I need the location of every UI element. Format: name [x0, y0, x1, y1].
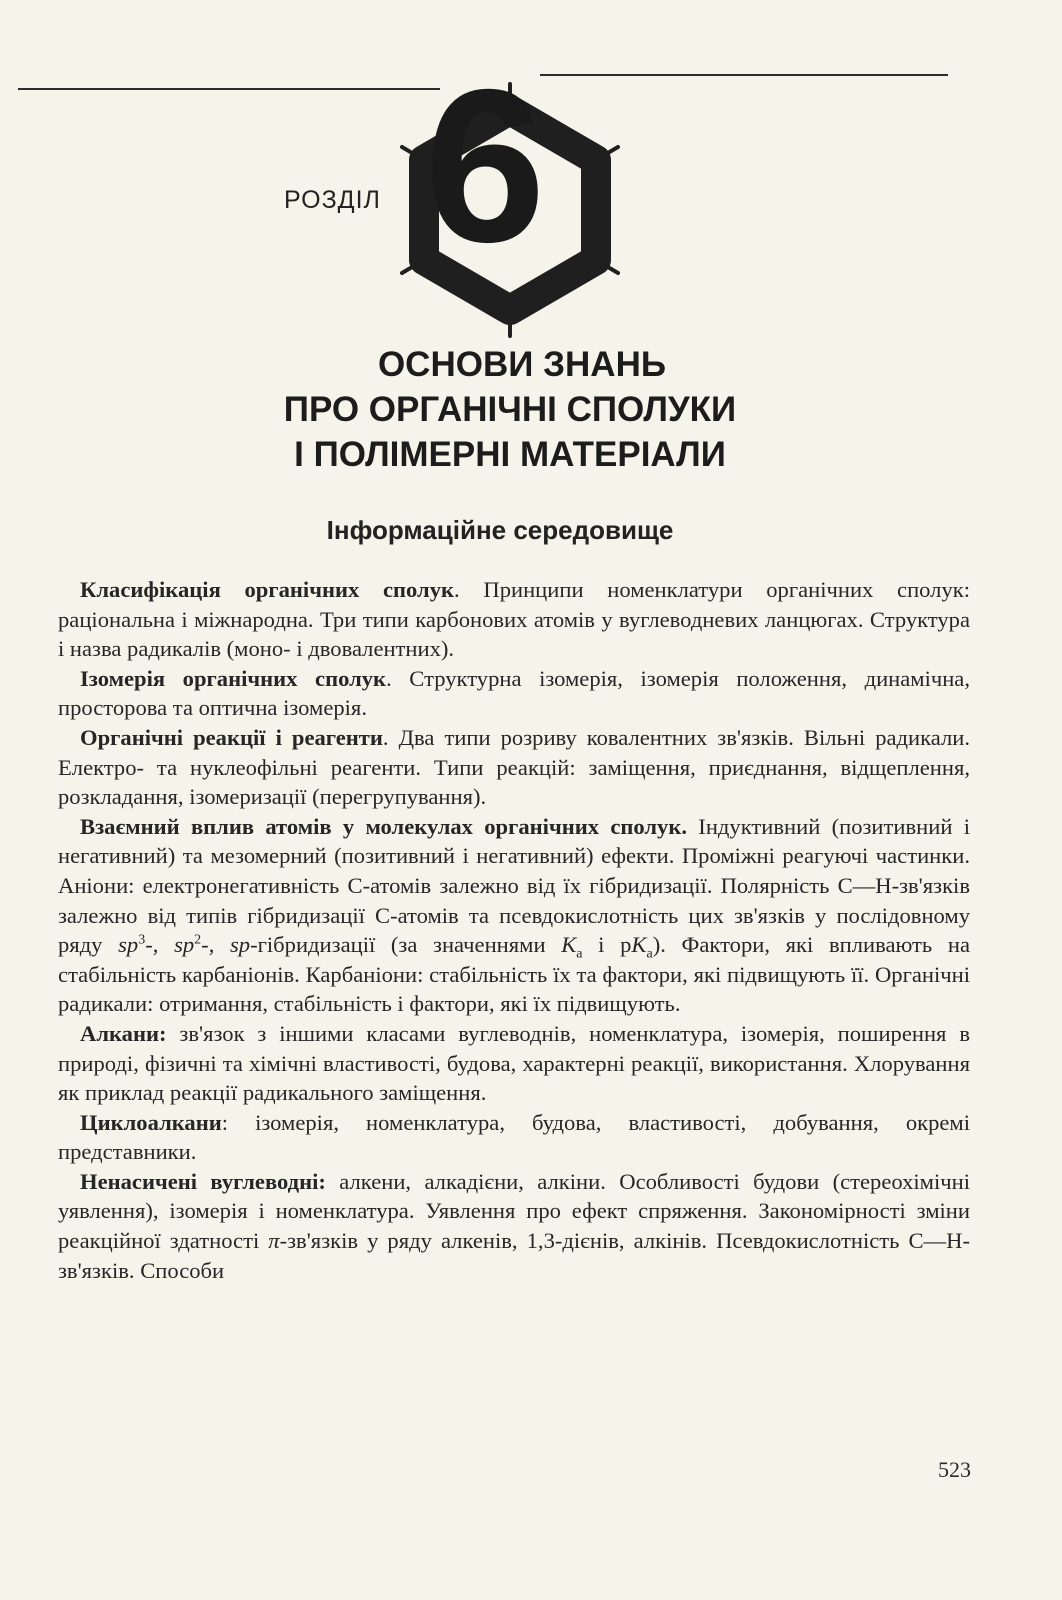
paragraph-body: зв'язок з іншими класами вуглеводнів, номенклатура, ізомерія, поширення в природі, фізичні та хімічні властивості, будова, характерні реакції, використання. Хлорування як приклад реакції радикального заміщення.	[58, 1020, 970, 1106]
formula-sp: sp	[118, 932, 139, 958]
chapter-title-line: ОСНОВИ ЗНАНЬ	[377, 345, 667, 384]
paragraph-lead: Алкани:	[80, 1020, 167, 1046]
chapter-label: РОЗДІЛ	[284, 186, 385, 215]
section-heading: Інформаційне середовище	[326, 515, 674, 545]
paragraph-body: . Два типи розриву ковалентних зв'язків. Вільні радикали. Електро- та нуклеофільні реагенти. Типи реакцій: заміщення, приєднання, відщеплення, розкладання, ізомеризації (перегрупування).	[58, 724, 970, 810]
paragraph-lead: Ненасичені вуглеводні:	[80, 1168, 326, 1194]
paragraph-body: -гібридизації (за значеннями	[250, 932, 562, 958]
paragraph-lead: Ізомерія органічних сполук	[80, 665, 387, 691]
paragraph-lead: Циклоалкани	[80, 1109, 222, 1135]
paragraph-body: . Принципи номенклатури органічних сполук: раціональна і міжнародна. Три типи карбонових атомів у вуглеводневих ланцюгах. Структура і назва радикалів (моно- і двовалентних).	[58, 577, 970, 662]
paragraph-alkanes	[58, 1019, 970, 1108]
paragraph-lead: Класифікація органічних сполук	[80, 577, 455, 602]
paragraph-lead: Органічні реакції і реагенти	[80, 724, 383, 750]
chapter-number: 6	[424, 45, 546, 288]
paragraph-body: алкени, алкадієни, алкіни. Особливості будови (стереохімічні уявлення), ізомерія і номенклатура. Уявлення про ефект спряження. Закономірності зміни реакційної здатності	[58, 1168, 970, 1254]
top-rule-right	[540, 74, 948, 76]
paragraph-unsaturated	[58, 1167, 970, 1285]
formula-pi: π	[268, 1228, 280, 1254]
formula-sp: sp	[174, 932, 195, 958]
paragraph-classification	[58, 575, 970, 664]
paragraph-body: : ізомерія, номенклатура, будова, властивості, добування, окремі представники.	[58, 1109, 970, 1165]
formula-sup: 2	[194, 932, 202, 948]
paragraph-body: ). Фактори, які впливають на стабільність карбаніонів. Карбаніони: стабільність їх та фактори, які підвищують її. Органічні радикали: отримання, стабільність і фактори, які їх підвищують.	[58, 932, 971, 1017]
paragraph-body: . Структурна ізомерія, ізомерія положення, динамічна, просторова та оптична ізомерія.	[58, 665, 970, 721]
paragraph-body: Індуктивний (позитивний і негативний) та мезомерний (позитивний і негативний) ефекти. Проміжні реагуючі частинки. Аніони: електронегативність С-атомів залежно від їх гібридизації. Полярність С—Н-зв'язків залежно від типів гібридизації С-атомів та псевдокислотність цих зв'язків у послідовному ряду	[58, 813, 970, 958]
chapter-title-line: І ПОЛІМЕРНІ МАТЕРІАЛИ	[294, 435, 726, 474]
paragraph-lead: Взаємний вплив атомів у молекулах органічних сполук.	[80, 813, 688, 839]
formula-sup: 3	[138, 932, 146, 948]
formula-separator: -,	[201, 932, 231, 958]
paragraph-reactions	[58, 723, 970, 812]
paragraph-cycloalkanes	[58, 1108, 970, 1167]
paragraph-isomerism	[58, 664, 970, 723]
formula-separator: -,	[145, 932, 175, 958]
top-rule-left	[18, 88, 440, 90]
body-text	[58, 575, 970, 1285]
paragraph-body: -зв'язків у ряду алкенів, 1,3-дієнів, алкінів. Псевдокислотність С—Н-зв'язків. Способи	[58, 1228, 970, 1283]
formula-separator: і p	[582, 932, 632, 958]
chapter-title	[230, 342, 790, 477]
chapter-title-line: ПРО ОРГАНІЧНІ СПОЛУКИ	[283, 390, 737, 429]
page-number: 523	[938, 1457, 971, 1482]
formula-sub: а	[646, 946, 653, 962]
formula-k: K	[631, 932, 647, 958]
formula-k: K	[561, 932, 577, 958]
formula-sp: sp	[230, 932, 251, 958]
formula-sub: а	[576, 946, 583, 962]
paragraph-atom-influence	[58, 812, 970, 1019]
